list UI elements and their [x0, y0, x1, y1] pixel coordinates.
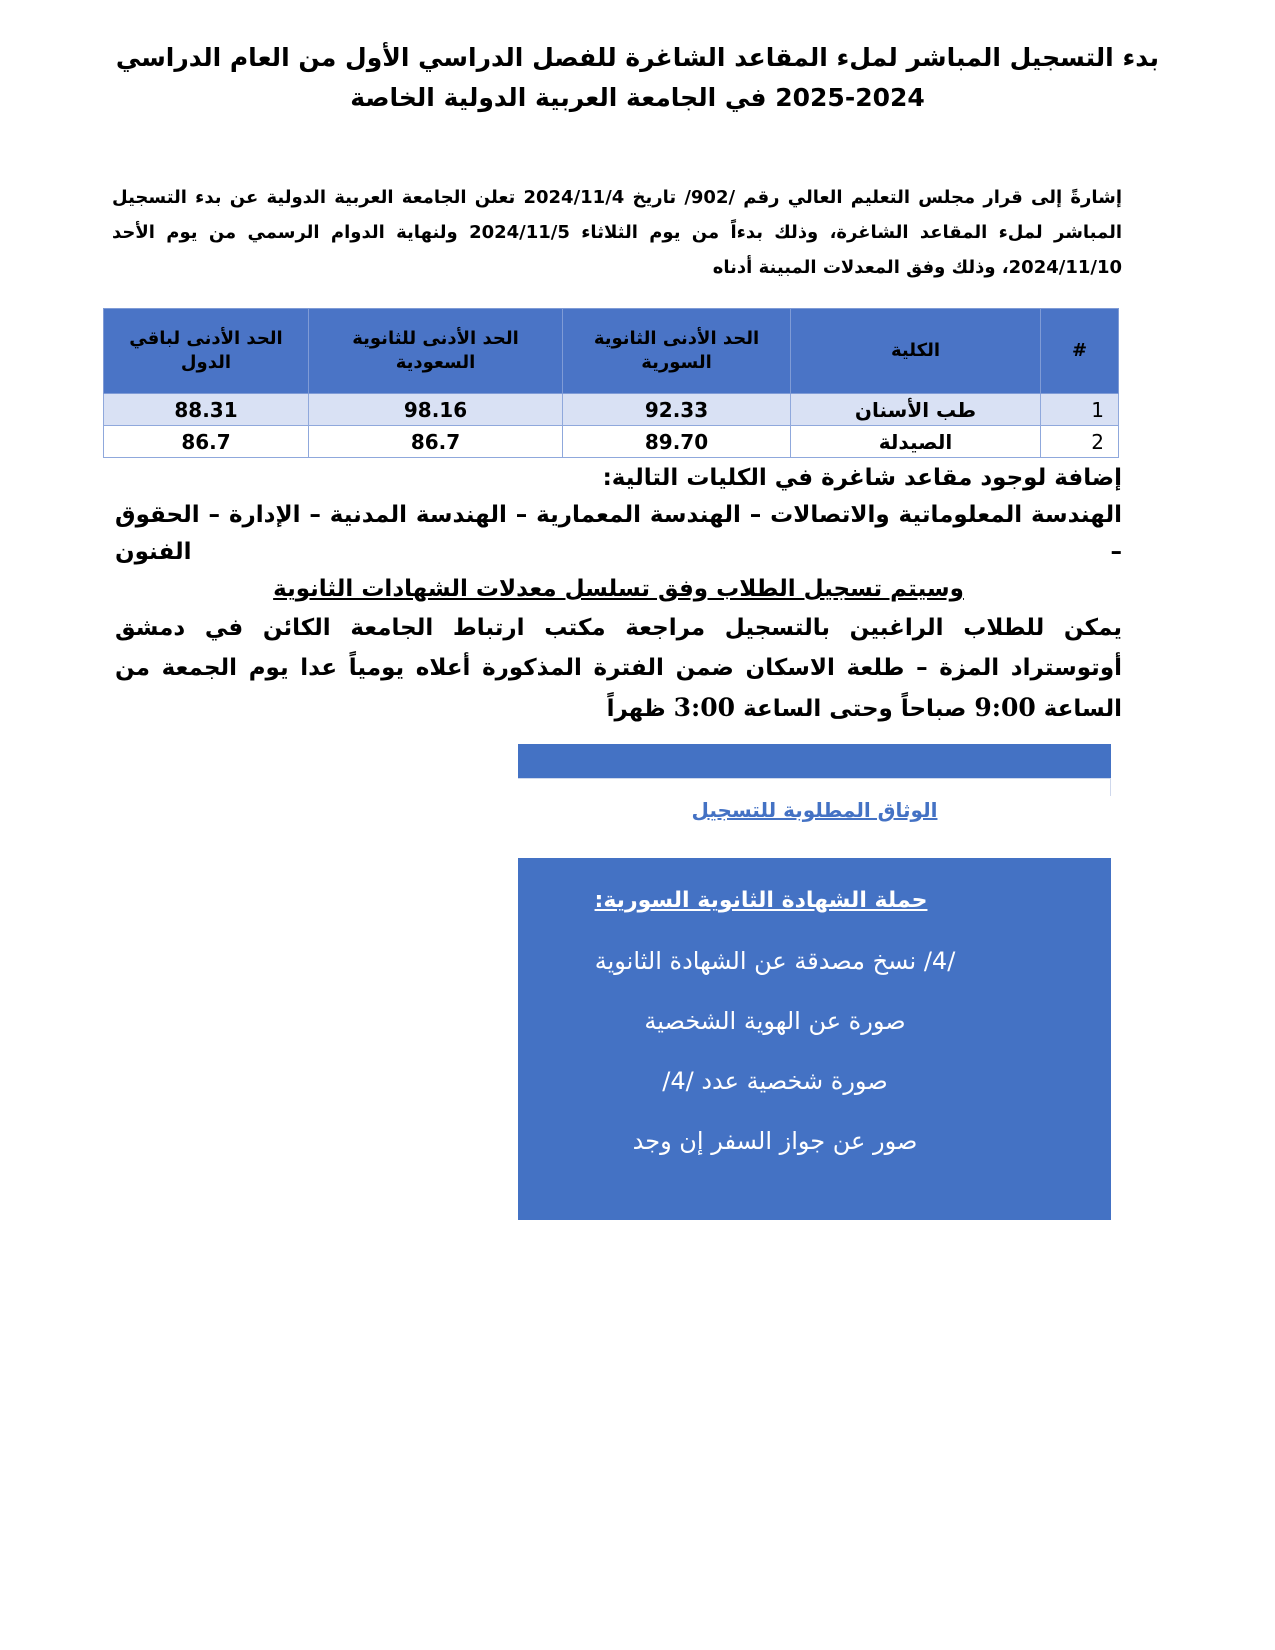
header-index: #: [1041, 309, 1119, 394]
additional-info: [115, 460, 1122, 729]
row-index: 1: [1041, 394, 1119, 426]
page-title: بدء التسجيل المباشر لملء المقاعد الشاغرة للفصل الدراسي الأول من العام الدراسي 2024-2025 في الجامعة العربية الدولية الخاصة: [115, 43, 1160, 112]
row-other-minimum: 86.7: [104, 426, 309, 458]
list-item: صورة عن الهوية الشخصية: [644, 1007, 906, 1035]
header-other-minimum: الحد الأدنى لباقي الدول: [104, 309, 309, 394]
header-syrian-minimum: الحد الأدنى الثانوية السورية: [563, 309, 791, 394]
row-saudi-minimum: 98.16: [309, 394, 563, 426]
extra-heading: إضافة لوجود مقاعد شاغرة في الكليات التالية:: [602, 465, 1122, 491]
row-index: 2: [1041, 426, 1119, 458]
documents-list: [518, 944, 1032, 1184]
table-row: [104, 426, 1119, 458]
list-item: صورة شخصية عدد /4/: [662, 1067, 888, 1095]
row-syrian-minimum: 89.70: [563, 426, 791, 458]
start-time: 9:00: [974, 693, 1036, 722]
row-saudi-minimum: 86.7: [309, 426, 563, 458]
row-faculty: طب الأسنان: [791, 394, 1041, 426]
documents-group-title: حملة الشهادة الثانوية السورية:: [594, 888, 928, 913]
sequence-note: [115, 571, 1122, 608]
contact-text-3: ظهراً: [606, 696, 666, 722]
row-faculty: الصيدلة: [791, 426, 1041, 458]
contact-paragraph: [115, 608, 1122, 729]
required-documents-title: الوثاق المطلوبة للتسجيل: [691, 798, 938, 822]
table-header-row: [104, 309, 1119, 394]
end-time: 3:00: [673, 693, 736, 722]
list-item: صور عن جواز السفر إن وجد: [632, 1127, 918, 1155]
documents-header-edge: [1110, 778, 1111, 796]
sequence-note-text: وسيتم تسجيل الطلاب وفق تسلسل معدلات الشهادات الثانوية: [273, 576, 964, 602]
documents-header-divider: [518, 778, 1111, 779]
documents-header-bar: [518, 744, 1111, 778]
admission-rates-table: [103, 308, 1119, 458]
list-item: /4/ نسخ مصدقة عن الشهادة الثانوية: [594, 947, 956, 975]
intro-paragraph: إشارةً إلى قرار مجلس التعليم العالي رقم /902/ تاريخ 2024/11/4 تعلن الجامعة العربية الدولية عن بدء التسجيل المباشر لملء المقاعد الشاغرة، وذلك بدءاً من يوم الثلاثاء 2024/11/5 ولنهاية الدوام الرسمي من يوم الأحد 2024/11/10، وذلك وفق المعدلات المبينة أدناه: [112, 187, 1123, 278]
table-row: [104, 394, 1119, 426]
contact-text-2: صباحاً وحتى الساعة: [743, 696, 967, 722]
row-syrian-minimum: 92.33: [563, 394, 791, 426]
contact-text-1: يمكن للطلاب الراغبين بالتسجيل مراجعة مكتب ارتباط الجامعة الكائن في دمشق أوتوستراد المزة – طلعة الاسكان ضمن الفترة المذكورة أعلاه يومياً عدا يوم الجمعة من الساعة: [115, 615, 1122, 722]
header-faculty: الكلية: [791, 309, 1041, 394]
header-saudi-minimum: الحد الأدنى للثانوية السعودية: [309, 309, 563, 394]
row-other-minimum: 88.31: [104, 394, 309, 426]
extra-faculties-line: الهندسة المعلوماتية والاتصالات – الهندسة المعمارية – الهندسة المدنية – الإدارة – الحقوق – الفنون: [115, 502, 1122, 565]
required-documents-box: [518, 858, 1111, 1220]
